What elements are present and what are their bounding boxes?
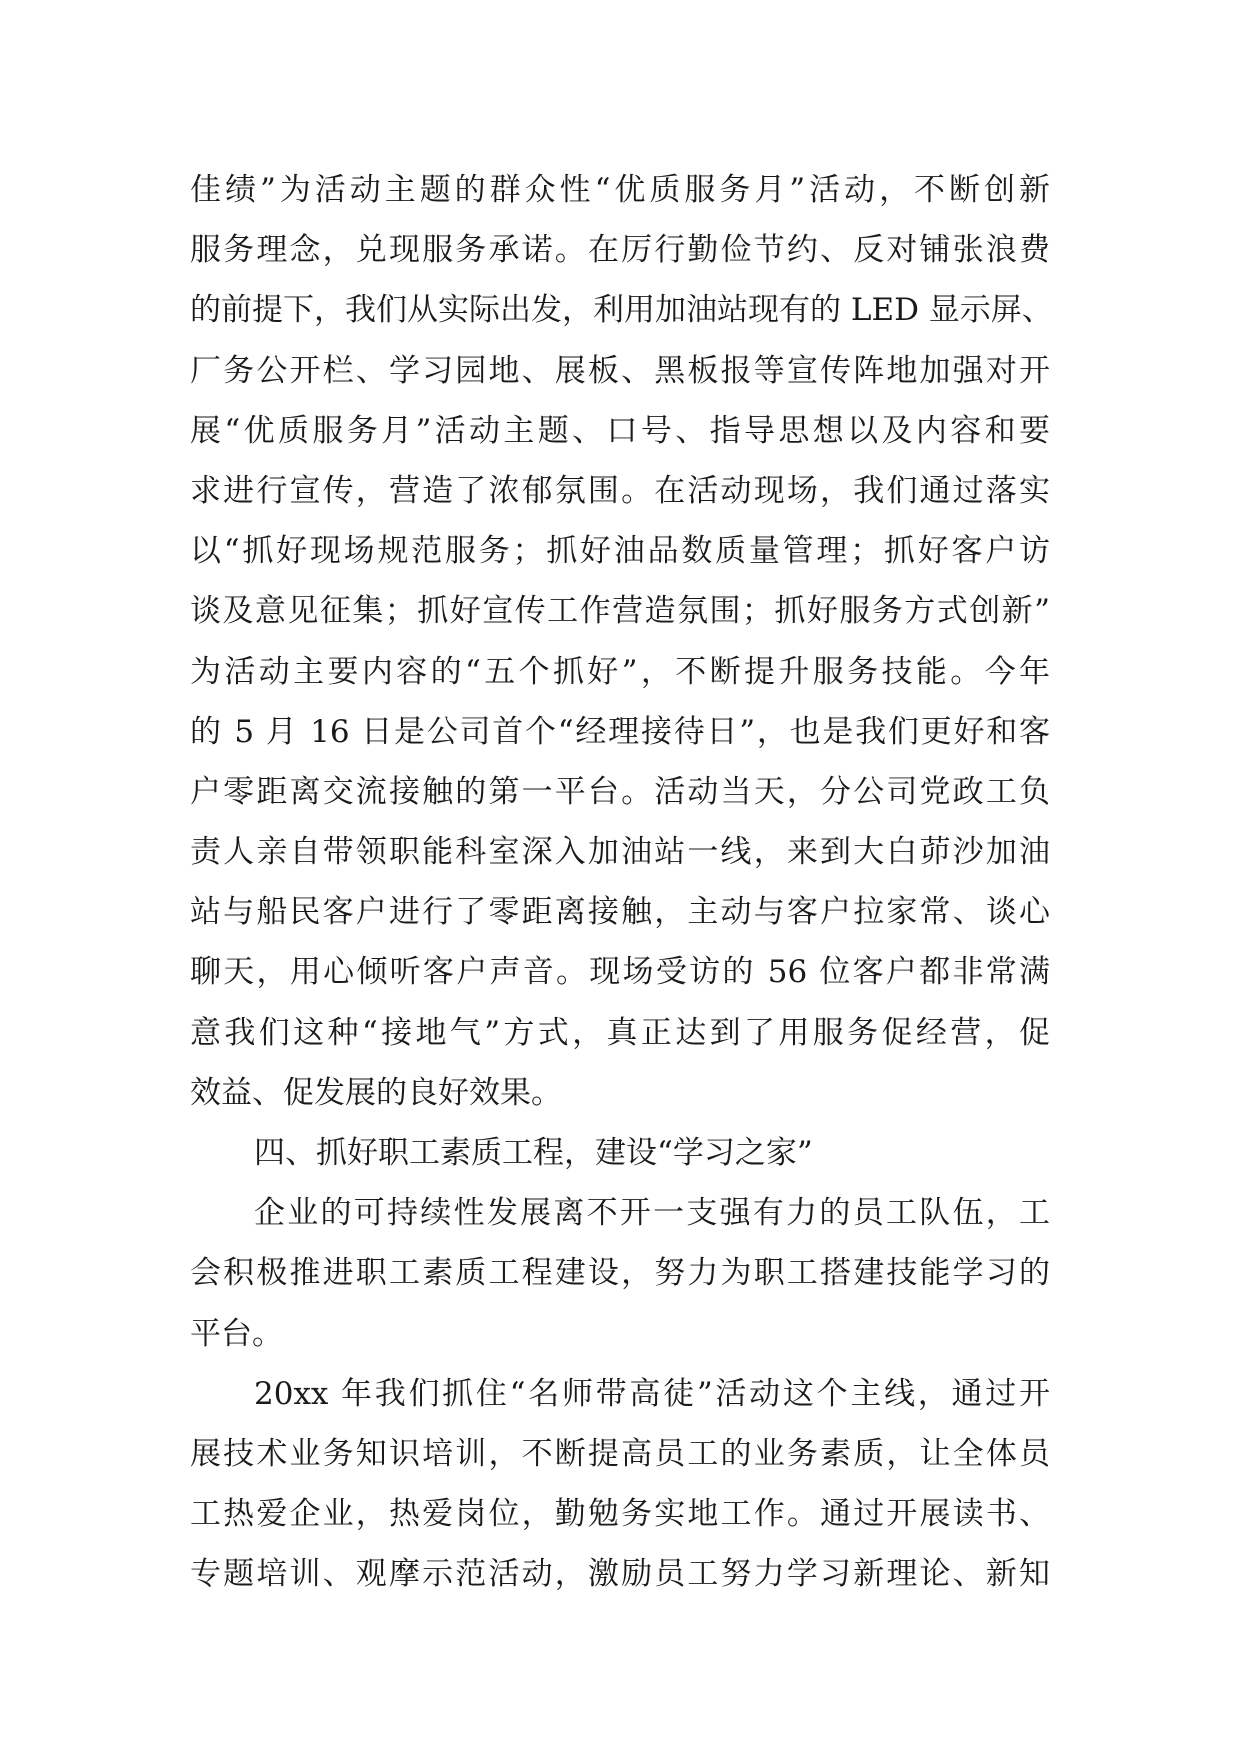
text-line: 求进行宣传，营造了浓郁氛围。在活动现场，我们通过落实	[190, 472, 1050, 509]
text-line: 展技术业务知识培训，不断提高员工的业务素质，让全体员	[190, 1435, 1050, 1472]
text-line: 效益、促发展的良好效果。	[190, 1074, 562, 1111]
text-line: 聊天，用心倾听客户声音。现场受访的 56 位客户都非常满	[190, 954, 1050, 991]
document-body	[190, 160, 1080, 1605]
text-line: 户零距离交流接触的第一平台。活动当天，分公司党政工负	[190, 773, 1050, 810]
text-line: 站与船民客户进行了零距离接触，主动与客户拉家常、谈心	[190, 894, 1050, 931]
text-line: 四、抓好职工素质工程，建设“学习之家”	[254, 1135, 813, 1171]
text-line: 工热爱企业，热爱岗位，勤勉务实地工作。通过开展读书、	[190, 1496, 1050, 1533]
text-line: 佳绩”为活动主题的群众性“优质服务月”活动，不断创新	[190, 172, 1050, 208]
text-line: 责人亲自带领职能科室深入加油站一线，来到大白茆沙加油	[190, 834, 1050, 871]
text-line: 谈及意见征集；抓好宣传工作营造氛围；抓好服务方式创新”	[190, 593, 1050, 630]
text-line: 专题培训、观摩示范活动，激励员工努力学习新理论、新知	[190, 1556, 1050, 1593]
text-line: 厂务公开栏、学习园地、展板、黑板报等宣传阵地加强对开	[190, 352, 1050, 389]
text-line: 意我们这种“接地气”方式，真正达到了用服务促经营，促	[190, 1014, 1050, 1051]
text-line: 平台。	[190, 1315, 283, 1352]
text-line: 展“优质服务月”活动主题、口号、指导思想以及内容和要	[190, 412, 1050, 449]
text-line: 以“抓好现场规范服务；抓好油品数质量管理；抓好客户访	[190, 533, 1050, 570]
text-line: 服务理念，兑现服务承诺。在厉行勤俭节约、反对铺张浪费	[190, 232, 1050, 269]
text-line: 企业的可持续性发展离不开一支强有力的员工队伍，工	[254, 1195, 1050, 1232]
text-line: 会积极推进职工素质工程建设，努力为职工搭建技能学习的	[190, 1255, 1050, 1292]
text-line: 为活动主要内容的“五个抓好”，不断提升服务技能。今年	[190, 653, 1050, 690]
text-line: 的 5 月 16 日是公司首个“经理接待日”，也是我们更好和客	[190, 713, 1050, 750]
text-line: 20xx 年我们抓住“名师带高徒”活动这个主线，通过开	[254, 1375, 1050, 1412]
text-line: 的前提下，我们从实际出发，利用加油站现有的 LED 显示屏、	[190, 292, 1053, 329]
